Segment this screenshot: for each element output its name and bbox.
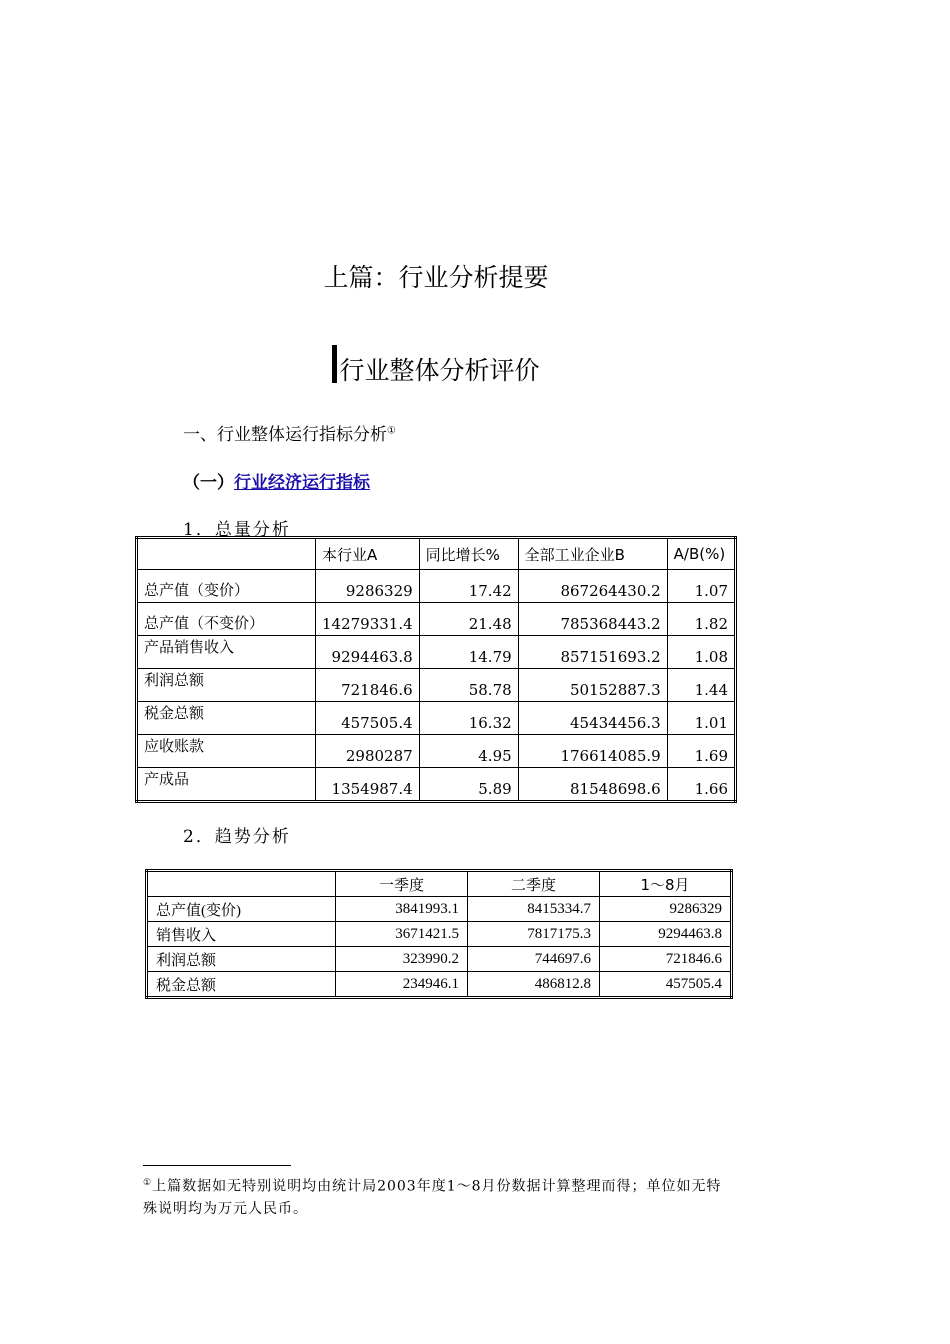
section-marker-bar [332,345,337,383]
table-cell: 721846.6 [316,669,420,702]
table-cell: 14279331.4 [316,603,420,636]
heading-trend-analysis: 2．趋势分析 [183,827,291,847]
table-cell: 50152887.3 [518,669,667,702]
table-cell: 9286329 [600,897,732,922]
page-title: 上篇：行业分析提要 [323,263,549,292]
table-cell: 9294463.8 [316,636,420,669]
table-cell: 234946.1 [336,972,468,998]
table-cell: 21.48 [419,603,518,636]
row-label: 利润总额 [147,947,336,972]
table-cell: 176614085.9 [518,735,667,768]
table-header-cell [137,538,316,570]
table-cell: 1.82 [667,603,735,636]
table-row [137,603,736,636]
table-cell: 785368443.2 [518,603,667,636]
table-header-row [147,871,732,897]
table-cell: 721846.6 [600,947,732,972]
heading-level2-prefix: （一） [183,473,234,493]
trend-analysis-table [145,869,733,999]
table-cell: 1.69 [667,735,735,768]
row-label: 利润总额 [137,669,316,702]
table-header-cell: 二季度 [468,871,600,897]
footnote-separator [143,1165,291,1166]
table-cell: 17.42 [419,570,518,603]
row-label: 总产值(变价) [147,897,336,922]
table-cell: 14.79 [419,636,518,669]
total-analysis-table [135,536,737,803]
table-cell: 323990.2 [336,947,468,972]
table-row [147,972,732,998]
row-label: 产品销售收入 [137,636,316,669]
table-cell: 16.32 [419,702,518,735]
row-label: 总产值（不变价） [137,603,316,636]
row-label: 产成品 [137,768,316,802]
row-label: 税金总额 [147,972,336,998]
table-row [137,636,736,669]
footnote [143,1172,733,1220]
heading-level2-link[interactable]: 行业经济运行指标 [234,473,370,493]
table-header-cell: 本行业A [316,538,420,570]
table-row [147,897,732,922]
table-header-cell [147,871,336,897]
table-row [137,768,736,802]
table-header-cell: 一季度 [336,871,468,897]
table-cell: 867264430.2 [518,570,667,603]
section-title: 行业整体分析评价 [339,356,540,385]
heading-total-analysis: 1．总量分析 [183,520,291,540]
table-cell: 58.78 [419,669,518,702]
table-cell: 457505.4 [600,972,732,998]
table-row [147,922,732,947]
table-cell: 9286329 [316,570,420,603]
heading-level1 [183,420,396,445]
table-cell: 1.07 [667,570,735,603]
table-row [137,702,736,735]
footnote-mark: ① [143,1178,153,1188]
table-cell: 8415334.7 [468,897,600,922]
table-row [137,570,736,603]
table-cell: 1.44 [667,669,735,702]
heading-level1-text: 一、行业整体运行指标分析 [183,425,387,445]
table-cell: 3841993.1 [336,897,468,922]
footnote-ref[interactable]: ① [387,425,396,437]
table-cell: 857151693.2 [518,636,667,669]
table-cell: 1.08 [667,636,735,669]
table-cell: 1.66 [667,768,735,802]
footnote-text: 上篇数据如无特别说明均由统计局2003年度1～8月份数据计算整理而得；单位如无特殊说明均为万元人民币。 [143,1178,722,1217]
table-cell: 4.95 [419,735,518,768]
row-label: 应收账款 [137,735,316,768]
table-row [137,735,736,768]
table-header-cell: A/B(%) [667,538,735,570]
table-row [147,947,732,972]
table-cell: 3671421.5 [336,922,468,947]
section-title-wrap [0,345,872,387]
table-cell: 45434456.3 [518,702,667,735]
table-cell: 2980287 [316,735,420,768]
table-header-cell: 全部工业企业B [518,538,667,570]
table-header-cell: 同比增长% [419,538,518,570]
table-cell: 9294463.8 [600,922,732,947]
table-cell: 457505.4 [316,702,420,735]
table-cell: 1.01 [667,702,735,735]
heading-level2 [183,468,370,493]
table-header-row [137,538,736,570]
table-cell: 744697.6 [468,947,600,972]
table-header-cell: 1～8月 [600,871,732,897]
row-label: 税金总额 [137,702,316,735]
table-cell: 486812.8 [468,972,600,998]
table-cell: 81548698.6 [518,768,667,802]
table-cell: 1354987.4 [316,768,420,802]
table-cell: 7817175.3 [468,922,600,947]
row-label: 销售收入 [147,922,336,947]
table-row [137,669,736,702]
row-label: 总产值（变价） [137,570,316,603]
table-cell: 5.89 [419,768,518,802]
